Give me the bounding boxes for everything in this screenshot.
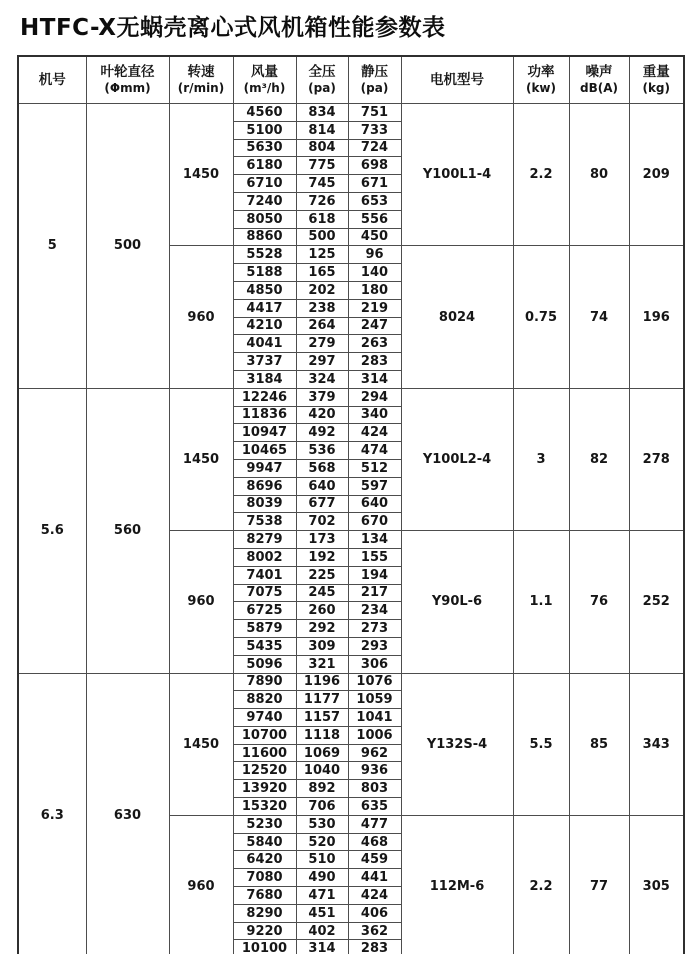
header-impeller-diameter-label: 叶轮直径: [100, 64, 155, 81]
air-volume-cell: 7538: [233, 513, 296, 531]
static-pressure-cell: 474: [348, 442, 401, 460]
header-power-unit: (kw): [525, 80, 557, 95]
total-pressure-cell: 804: [296, 139, 348, 157]
static-pressure-cell: 273: [348, 620, 401, 638]
header-air-volume-unit: (m³/h): [243, 80, 286, 95]
air-volume-cell: 4560: [233, 104, 296, 122]
noise-cell: 80: [569, 104, 629, 246]
weight-cell: 209: [629, 104, 684, 246]
static-pressure-cell: 406: [348, 904, 401, 922]
static-pressure-cell: 1006: [348, 726, 401, 744]
air-volume-cell: 5528: [233, 246, 296, 264]
total-pressure-cell: 568: [296, 459, 348, 477]
motor-model-cell: Y100L1-4: [401, 104, 513, 246]
air-volume-cell: 8039: [233, 495, 296, 513]
header-machine-no: [18, 56, 86, 104]
total-pressure-cell: 1118: [296, 726, 348, 744]
total-pressure-cell: 238: [296, 299, 348, 317]
noise-cell: 82: [569, 388, 629, 530]
header-noise: [569, 56, 629, 104]
air-volume-cell: 7680: [233, 887, 296, 905]
total-pressure-cell: 125: [296, 246, 348, 264]
air-volume-cell: 8696: [233, 477, 296, 495]
speed-cell: 960: [169, 815, 233, 954]
static-pressure-cell: 962: [348, 744, 401, 762]
total-pressure-cell: 726: [296, 192, 348, 210]
impeller-diameter-cell: 500: [86, 104, 169, 389]
air-volume-cell: 4041: [233, 335, 296, 353]
air-volume-cell: 8290: [233, 904, 296, 922]
total-pressure-cell: 420: [296, 406, 348, 424]
static-pressure-cell: 512: [348, 459, 401, 477]
static-pressure-cell: 653: [348, 192, 401, 210]
machine-no-cell: 6.3: [18, 673, 86, 954]
total-pressure-cell: 520: [296, 833, 348, 851]
total-pressure-cell: 1196: [296, 673, 348, 691]
air-volume-cell: 10947: [233, 424, 296, 442]
total-pressure-cell: 814: [296, 121, 348, 139]
static-pressure-cell: 306: [348, 655, 401, 673]
header-speed: [169, 56, 233, 104]
air-volume-cell: 8279: [233, 531, 296, 549]
header-air-volume: [233, 56, 296, 104]
static-pressure-cell: 283: [348, 353, 401, 371]
header-speed-unit: (r/min): [177, 80, 225, 95]
table-header: [18, 56, 684, 104]
air-volume-cell: 8050: [233, 210, 296, 228]
air-volume-cell: 12520: [233, 762, 296, 780]
static-pressure-cell: 468: [348, 833, 401, 851]
air-volume-cell: 5435: [233, 637, 296, 655]
total-pressure-cell: 225: [296, 566, 348, 584]
air-volume-cell: 9947: [233, 459, 296, 477]
speed-cell: 960: [169, 246, 233, 388]
static-pressure-cell: 936: [348, 762, 401, 780]
speed-cell: 1450: [169, 673, 233, 815]
total-pressure-cell: 1040: [296, 762, 348, 780]
impeller-diameter-cell: 630: [86, 673, 169, 954]
static-pressure-cell: 698: [348, 157, 401, 175]
power-cell: 2.2: [513, 815, 569, 954]
total-pressure-cell: 314: [296, 940, 348, 954]
total-pressure-cell: 402: [296, 922, 348, 940]
air-volume-cell: 12246: [233, 388, 296, 406]
machine-no-cell: 5.6: [18, 388, 86, 673]
header-noise-unit: dB(A): [580, 80, 618, 95]
air-volume-cell: 10100: [233, 940, 296, 954]
speed-cell: 1450: [169, 104, 233, 246]
static-pressure-cell: 263: [348, 335, 401, 353]
motor-model-cell: Y132S-4: [401, 673, 513, 815]
impeller-diameter-cell: 560: [86, 388, 169, 673]
air-volume-cell: 7890: [233, 673, 296, 691]
static-pressure-cell: 1041: [348, 709, 401, 727]
weight-cell: 343: [629, 673, 684, 815]
total-pressure-cell: 702: [296, 513, 348, 531]
static-pressure-cell: 155: [348, 548, 401, 566]
header-static-pressure: [348, 56, 401, 104]
air-volume-cell: 6710: [233, 175, 296, 193]
air-volume-cell: 13920: [233, 780, 296, 798]
noise-cell: 77: [569, 815, 629, 954]
header-weight-unit: (kg): [642, 80, 671, 95]
static-pressure-cell: 459: [348, 851, 401, 869]
weight-cell: 305: [629, 815, 684, 954]
air-volume-cell: 9220: [233, 922, 296, 940]
noise-cell: 76: [569, 531, 629, 673]
total-pressure-cell: 834: [296, 104, 348, 122]
air-volume-cell: 3184: [233, 370, 296, 388]
air-volume-cell: 10465: [233, 442, 296, 460]
static-pressure-cell: 751: [348, 104, 401, 122]
header-motor-model: [401, 56, 513, 104]
static-pressure-cell: 597: [348, 477, 401, 495]
static-pressure-cell: 424: [348, 887, 401, 905]
power-cell: 1.1: [513, 531, 569, 673]
static-pressure-cell: 362: [348, 922, 401, 940]
total-pressure-cell: 706: [296, 798, 348, 816]
static-pressure-cell: 733: [348, 121, 401, 139]
table-row: [18, 388, 684, 406]
air-volume-cell: 8860: [233, 228, 296, 246]
power-cell: 3: [513, 388, 569, 530]
static-pressure-cell: 441: [348, 869, 401, 887]
air-volume-cell: 4417: [233, 299, 296, 317]
header-power: [513, 56, 569, 104]
header-noise-label: 噪声: [585, 64, 613, 81]
air-volume-cell: 5100: [233, 121, 296, 139]
noise-cell: 74: [569, 246, 629, 388]
air-volume-cell: 8002: [233, 548, 296, 566]
table-row: [18, 673, 684, 691]
weight-cell: 252: [629, 531, 684, 673]
air-volume-cell: 3737: [233, 353, 296, 371]
static-pressure-cell: 671: [348, 175, 401, 193]
air-volume-cell: 10700: [233, 726, 296, 744]
total-pressure-cell: 192: [296, 548, 348, 566]
total-pressure-cell: 309: [296, 637, 348, 655]
motor-model-cell: 8024: [401, 246, 513, 388]
header-speed-label: 转速: [187, 64, 215, 81]
static-pressure-cell: 556: [348, 210, 401, 228]
total-pressure-cell: 260: [296, 602, 348, 620]
total-pressure-cell: 202: [296, 281, 348, 299]
static-pressure-cell: 180: [348, 281, 401, 299]
air-volume-cell: 6420: [233, 851, 296, 869]
total-pressure-cell: 165: [296, 264, 348, 282]
total-pressure-cell: 292: [296, 620, 348, 638]
motor-model-cell: 112M-6: [401, 815, 513, 954]
total-pressure-cell: 1157: [296, 709, 348, 727]
power-cell: 2.2: [513, 104, 569, 246]
static-pressure-cell: 283: [348, 940, 401, 954]
air-volume-cell: 7240: [233, 192, 296, 210]
static-pressure-cell: 247: [348, 317, 401, 335]
air-volume-cell: 5096: [233, 655, 296, 673]
static-pressure-cell: 194: [348, 566, 401, 584]
air-volume-cell: 15320: [233, 798, 296, 816]
static-pressure-cell: 1059: [348, 691, 401, 709]
table-row: [18, 104, 684, 122]
static-pressure-cell: 294: [348, 388, 401, 406]
header-total-pressure-label: 全压: [308, 64, 336, 81]
total-pressure-cell: 677: [296, 495, 348, 513]
air-volume-cell: 7075: [233, 584, 296, 602]
air-volume-cell: 5630: [233, 139, 296, 157]
total-pressure-cell: 451: [296, 904, 348, 922]
weight-cell: 196: [629, 246, 684, 388]
total-pressure-cell: 245: [296, 584, 348, 602]
total-pressure-cell: 775: [296, 157, 348, 175]
motor-model-cell: Y100L2-4: [401, 388, 513, 530]
static-pressure-cell: 140: [348, 264, 401, 282]
total-pressure-cell: 321: [296, 655, 348, 673]
total-pressure-cell: 1069: [296, 744, 348, 762]
air-volume-cell: 5188: [233, 264, 296, 282]
total-pressure-cell: 324: [296, 370, 348, 388]
total-pressure-cell: 471: [296, 887, 348, 905]
static-pressure-cell: 477: [348, 815, 401, 833]
total-pressure-cell: 745: [296, 175, 348, 193]
total-pressure-cell: 492: [296, 424, 348, 442]
table-body: [18, 104, 684, 954]
speed-cell: 1450: [169, 388, 233, 530]
total-pressure-cell: 500: [296, 228, 348, 246]
power-cell: 0.75: [513, 246, 569, 388]
total-pressure-cell: 297: [296, 353, 348, 371]
static-pressure-cell: 134: [348, 531, 401, 549]
total-pressure-cell: 279: [296, 335, 348, 353]
header-weight: [629, 56, 684, 104]
noise-cell: 85: [569, 673, 629, 815]
air-volume-cell: 7080: [233, 869, 296, 887]
motor-model-cell: Y90L-6: [401, 531, 513, 673]
speed-cell: 960: [169, 531, 233, 673]
header-static-pressure-label: 静压: [361, 64, 388, 81]
total-pressure-cell: 173: [296, 531, 348, 549]
header-motor-model-label: 电机型号: [430, 71, 484, 88]
weight-cell: 278: [629, 388, 684, 530]
header-total-pressure-unit: (pa): [308, 80, 336, 95]
air-volume-cell: 6725: [233, 602, 296, 620]
fan-spec-table: [17, 55, 685, 954]
air-volume-cell: 4850: [233, 281, 296, 299]
header-static-pressure-unit: (pa): [360, 80, 389, 95]
static-pressure-cell: 635: [348, 798, 401, 816]
header-weight-label: 重量: [642, 64, 670, 81]
total-pressure-cell: 1177: [296, 691, 348, 709]
header-total-pressure: [296, 56, 348, 104]
static-pressure-cell: 340: [348, 406, 401, 424]
total-pressure-cell: 640: [296, 477, 348, 495]
air-volume-cell: 9740: [233, 709, 296, 727]
air-volume-cell: 5230: [233, 815, 296, 833]
air-volume-cell: 5879: [233, 620, 296, 638]
machine-no-cell: 5: [18, 104, 86, 389]
total-pressure-cell: 510: [296, 851, 348, 869]
static-pressure-cell: 219: [348, 299, 401, 317]
total-pressure-cell: 264: [296, 317, 348, 335]
header-power-label: 功率: [527, 64, 555, 81]
static-pressure-cell: 670: [348, 513, 401, 531]
static-pressure-cell: 640: [348, 495, 401, 513]
air-volume-cell: 11600: [233, 744, 296, 762]
total-pressure-cell: 530: [296, 815, 348, 833]
static-pressure-cell: 314: [348, 370, 401, 388]
air-volume-cell: 6180: [233, 157, 296, 175]
total-pressure-cell: 490: [296, 869, 348, 887]
static-pressure-cell: 724: [348, 139, 401, 157]
total-pressure-cell: 892: [296, 780, 348, 798]
air-volume-cell: 8820: [233, 691, 296, 709]
header-impeller-diameter: [86, 56, 169, 104]
air-volume-cell: 11836: [233, 406, 296, 424]
static-pressure-cell: 293: [348, 637, 401, 655]
header-impeller-diameter-unit: (Φmm): [104, 80, 151, 95]
static-pressure-cell: 450: [348, 228, 401, 246]
header-air-volume-label: 风量: [251, 64, 278, 81]
static-pressure-cell: 96: [348, 246, 401, 264]
static-pressure-cell: 217: [348, 584, 401, 602]
total-pressure-cell: 536: [296, 442, 348, 460]
static-pressure-cell: 1076: [348, 673, 401, 691]
header-machine-no-label: 机号: [38, 71, 66, 88]
static-pressure-cell: 803: [348, 780, 401, 798]
static-pressure-cell: 234: [348, 602, 401, 620]
air-volume-cell: 5840: [233, 833, 296, 851]
page-title: HTFC-X无蜗壳离心式风机箱性能参数表: [20, 15, 446, 41]
air-volume-cell: 7401: [233, 566, 296, 584]
total-pressure-cell: 618: [296, 210, 348, 228]
power-cell: 5.5: [513, 673, 569, 815]
air-volume-cell: 4210: [233, 317, 296, 335]
static-pressure-cell: 424: [348, 424, 401, 442]
total-pressure-cell: 379: [296, 388, 348, 406]
